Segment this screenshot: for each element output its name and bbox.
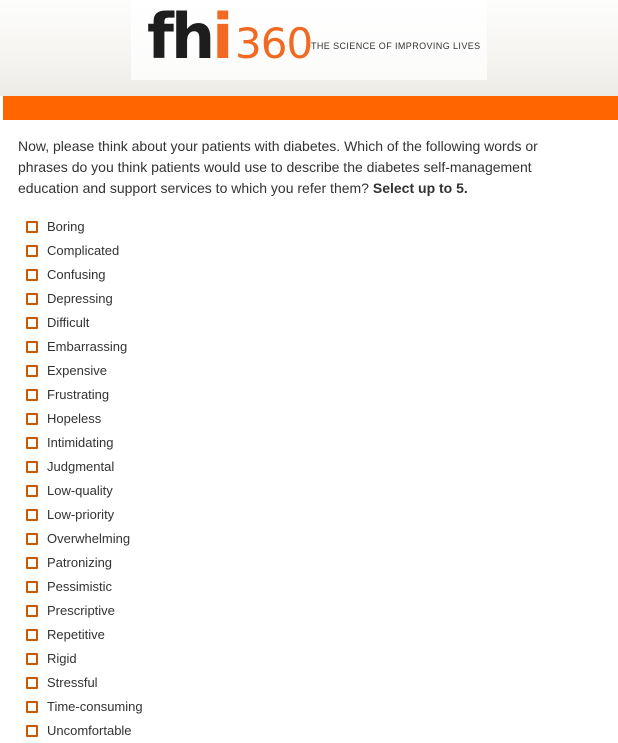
checkbox-label[interactable]: Uncomfortable (47, 723, 132, 738)
logo-fh-text: fh (147, 0, 213, 73)
checkbox[interactable] (26, 365, 38, 377)
checkbox-label[interactable]: Complicated (47, 243, 120, 258)
checkbox-option[interactable] (26, 311, 143, 335)
checkbox-option[interactable] (26, 215, 143, 239)
checkbox[interactable] (26, 701, 38, 713)
checkbox[interactable] (26, 557, 38, 569)
checkbox-label[interactable]: Overwhelming (47, 531, 131, 546)
checkbox[interactable] (26, 629, 38, 641)
checkbox-option[interactable] (26, 383, 143, 407)
checkbox[interactable] (26, 389, 38, 401)
checkbox-option[interactable] (26, 455, 143, 479)
checkbox[interactable] (26, 677, 38, 689)
checkbox-option[interactable] (26, 479, 143, 503)
checkbox-label[interactable]: Depressing (47, 291, 113, 306)
checkbox-option[interactable] (26, 551, 143, 575)
checkbox-option[interactable] (26, 599, 143, 623)
checkbox-option[interactable] (26, 239, 143, 263)
checkbox-label[interactable]: Time-consuming (47, 699, 143, 714)
question-body: Now, please think about your patients with diabetes. Which of the following words or phrases do you think patients would use to describe the diabetes self-management education and support services to which you refer them? (18, 138, 538, 196)
checkbox-option[interactable] (26, 671, 143, 695)
checkbox-option[interactable] (26, 695, 143, 719)
page-header (0, 0, 618, 96)
question-text (18, 136, 590, 199)
checkbox-option[interactable] (26, 623, 143, 647)
checkbox-label[interactable]: Embarrassing (47, 339, 128, 354)
checkbox-option[interactable] (26, 575, 143, 599)
checkbox-option[interactable] (26, 647, 143, 671)
checkbox-label[interactable]: Hopeless (47, 411, 102, 426)
checkbox[interactable] (26, 293, 38, 305)
checkbox-label[interactable]: Prescriptive (47, 603, 115, 618)
checkbox[interactable] (26, 461, 38, 473)
checkbox-option[interactable] (26, 263, 143, 287)
checkbox[interactable] (26, 581, 38, 593)
checkbox-label[interactable]: Patronizing (47, 555, 113, 570)
checkbox-label[interactable]: Rigid (47, 651, 77, 666)
checkbox[interactable] (26, 317, 38, 329)
checkbox-label[interactable]: Expensive (47, 363, 107, 378)
checkbox-label[interactable]: Pessimistic (47, 579, 113, 594)
checkbox-label[interactable]: Low-quality (47, 483, 113, 498)
checkbox-option[interactable] (26, 431, 143, 455)
checkbox[interactable] (26, 509, 38, 521)
checkbox[interactable] (26, 605, 38, 617)
checkbox[interactable] (26, 413, 38, 425)
checkbox[interactable] (26, 485, 38, 497)
logo-i-text: i (212, 0, 231, 73)
orange-banner-bar (3, 96, 618, 120)
checkbox-label[interactable]: Intimidating (47, 435, 114, 450)
checkbox-label[interactable]: Frustrating (47, 387, 110, 402)
checkbox-label[interactable]: Repetitive (47, 627, 105, 642)
checkbox-options-list (26, 215, 143, 743)
checkbox[interactable] (26, 653, 38, 665)
logo-tagline: THE SCIENCE OF IMPROVING LIVES (311, 41, 481, 51)
checkbox-option[interactable] (26, 527, 143, 551)
checkbox[interactable] (26, 533, 38, 545)
logo-360-text: 360 (235, 19, 313, 68)
checkbox[interactable] (26, 725, 38, 737)
checkbox[interactable] (26, 269, 38, 281)
checkbox-label[interactable]: Confusing (47, 267, 106, 282)
question-instruction: Select up to 5. (372, 180, 468, 196)
checkbox-label[interactable]: Stressful (47, 675, 98, 690)
checkbox[interactable] (26, 245, 38, 257)
checkbox[interactable] (26, 221, 38, 233)
survey-question-panel (0, 120, 618, 739)
checkbox-label[interactable]: Low-priority (47, 507, 115, 522)
checkbox-option[interactable] (26, 719, 143, 743)
checkbox-option[interactable] (26, 287, 143, 311)
checkbox-option[interactable] (26, 359, 143, 383)
checkbox-label[interactable]: Boring (47, 219, 85, 234)
checkbox-label[interactable]: Difficult (47, 315, 90, 330)
fhi360-logo (131, 0, 487, 80)
checkbox-option[interactable] (26, 335, 143, 359)
checkbox-label[interactable]: Judgmental (47, 459, 115, 474)
checkbox-option[interactable] (26, 503, 143, 527)
checkbox-option[interactable] (26, 407, 143, 431)
checkbox[interactable] (26, 341, 38, 353)
checkbox[interactable] (26, 437, 38, 449)
